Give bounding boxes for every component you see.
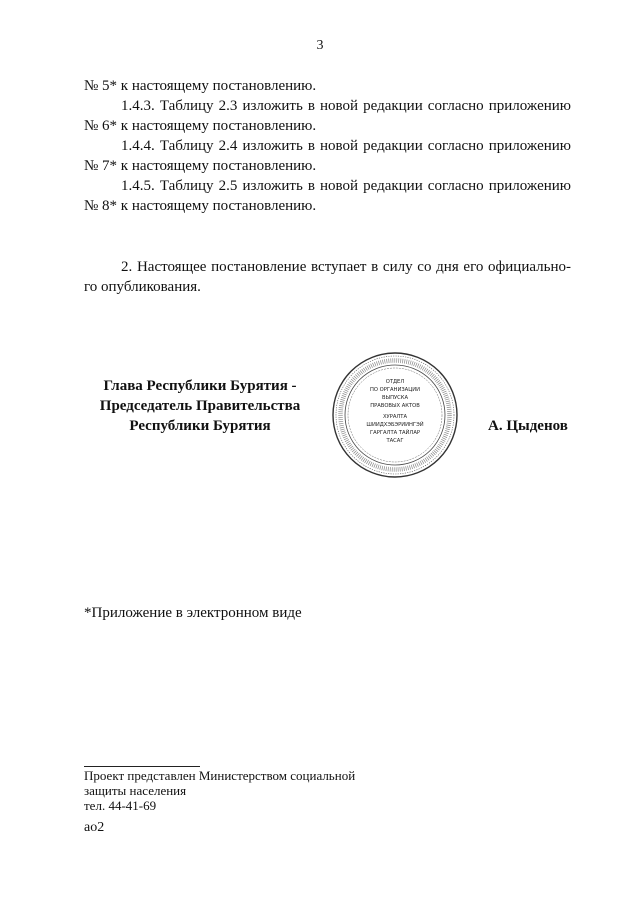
signature-title-line: Председатель Правительства (99, 398, 301, 414)
signature-title (80, 376, 320, 436)
footer-line: защиты населения (84, 783, 187, 798)
seal-text-line: ТАСАГ (386, 438, 404, 444)
signature-title-line: Глава Республики Бурятия - (103, 378, 297, 394)
seal-text-line: ПРАВОВЫХ АКТОВ (370, 403, 420, 409)
paragraph-2-line-1: 2. Настоящее постановление вступает в силу со дня его официально- (121, 259, 571, 275)
official-seal (330, 350, 460, 480)
seal-text-line: ОТДЕЛ (385, 379, 405, 385)
seal-text-line: ПО ОРГАНИЗАЦИИ (369, 387, 421, 393)
signature-title-line: Республики Бурятия (129, 418, 271, 434)
paragraph-2-line-2: го опубликования. (84, 279, 201, 295)
body-line: 1.4.4. Таблицу 2.4 изложить в новой редакции согласно приложению (121, 138, 571, 154)
body-line: 1.4.3. Таблицу 2.3 изложить в новой редакции согласно приложению (121, 98, 571, 114)
body-line: 1.4.5. Таблицу 2.5 изложить в новой редакции согласно приложению (121, 178, 571, 194)
body-line: № 6* к настоящему постановлению. (84, 118, 317, 134)
signatory-name: А. Цыденов (488, 418, 568, 434)
page-number: 3 (316, 38, 324, 53)
body-line: № 7* к настоящему постановлению. (84, 158, 317, 174)
document-code: ао2 (84, 820, 105, 835)
footer-info (84, 768, 355, 813)
seal-text-line: ХУРАЛТА (382, 414, 408, 420)
footer-rule (84, 766, 200, 767)
seal-text-line: ГАРГАЛТА ТАЙЛАР (370, 430, 420, 436)
seal-text-line: ВЫПУСКА (381, 395, 409, 401)
attachment-note: *Приложение в электронном виде (84, 605, 302, 621)
footer-line: Проект представлен Министерством социальной (84, 768, 356, 783)
body-line: № 5* к настоящему постановлению. (84, 78, 317, 94)
footer-line: тел. 44-41-69 (84, 798, 157, 813)
seal-text-line: ШИИДХЭБЭРИИНГЭЙ (366, 422, 424, 428)
body-line: № 8* к настоящему постановлению. (84, 198, 317, 214)
